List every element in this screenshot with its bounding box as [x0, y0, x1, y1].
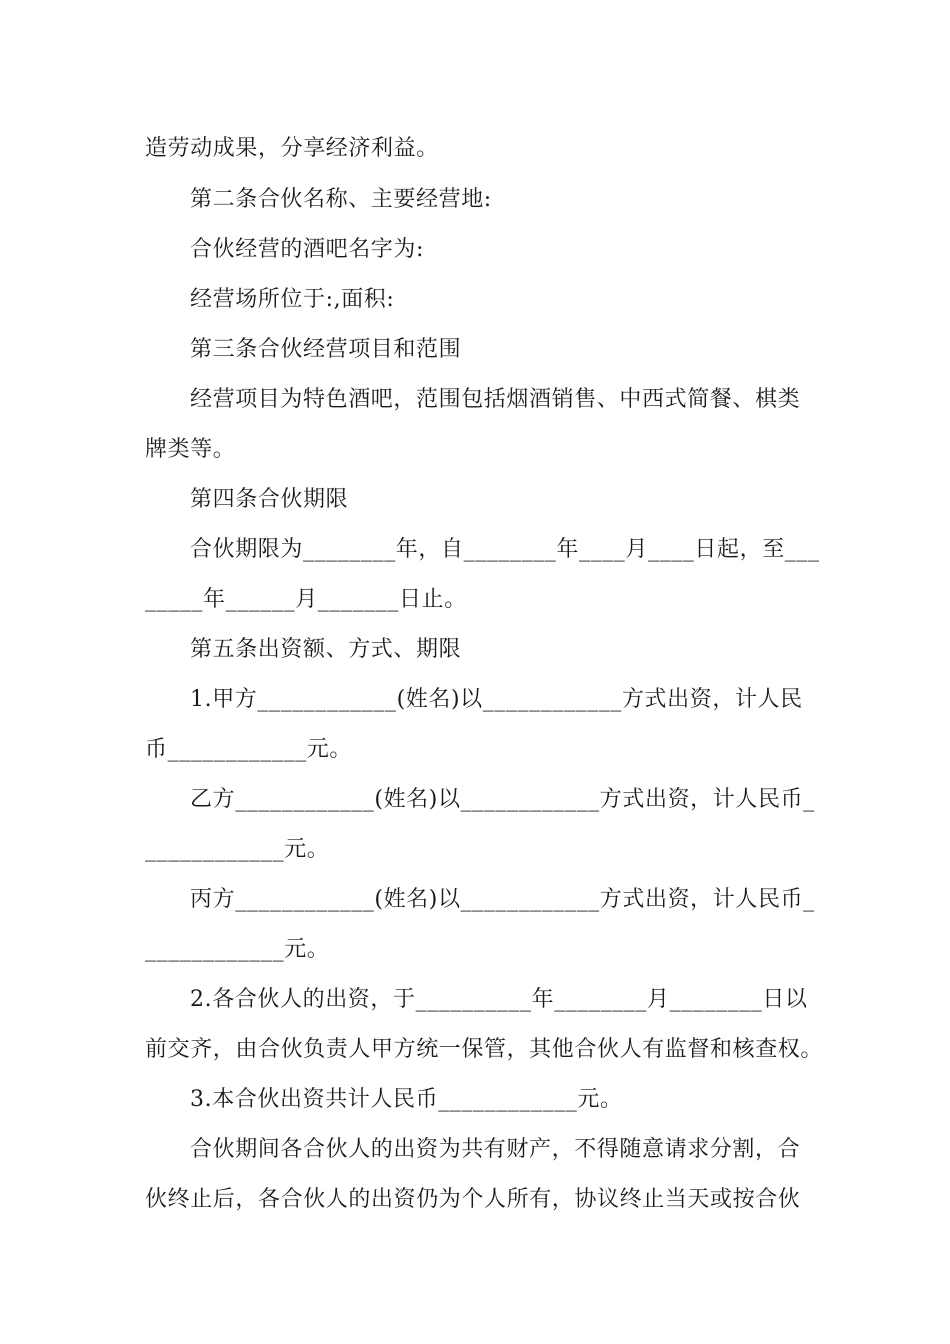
body-text-line: 1.甲方____________(姓名)以____________方式出资，计人民: [190, 687, 803, 712]
body-text-line: 合伙经营的酒吧名字为:: [190, 237, 425, 262]
article-heading-3: 第三条合伙经营项目和范围: [190, 337, 462, 362]
body-text-line: 经营项目为特色酒吧，范围包括烟酒销售、中西式简餐、棋类: [190, 387, 801, 412]
body-text-line: 丙方____________(姓名)以____________方式出资，计人民币_: [190, 887, 815, 912]
body-text-line: 币____________元。: [145, 737, 353, 762]
body-text-line: 伙终止后，各合伙人的出资仍为个人所有，协议终止当天或按合伙: [145, 1187, 801, 1212]
body-text-line: 合伙期限为________年，自________年____月____日起，至___: [190, 537, 820, 562]
body-text-line: 合伙期间各合伙人的出资为共有财产，不得随意请求分割，合: [190, 1137, 801, 1162]
body-text-line: 乙方____________(姓名)以____________方式出资，计人民币_: [190, 787, 815, 812]
body-text-line: ____________元。: [145, 837, 330, 862]
body-text-line: _____年______月_______日止。: [145, 587, 467, 612]
article-heading-2: 第二条合伙名称、主要经营地:: [190, 187, 492, 212]
body-text-line: ____________元。: [145, 937, 330, 962]
body-text-line: 3.本合伙出资共计人民币____________元。: [190, 1087, 623, 1112]
body-text-line: 2.各合伙人的出资，于__________年________月________日以: [190, 987, 808, 1012]
body-text-line: 前交齐，由合伙负责人甲方统一保管，其他合伙人有监督和核查权。: [145, 1037, 824, 1062]
article-heading-5: 第五条出资额、方式、期限: [190, 637, 462, 662]
body-text-line: 牌类等。: [145, 437, 236, 462]
body-text-line: 造劳动成果，分享经济利益。: [145, 136, 439, 161]
article-heading-4: 第四条合伙期限: [190, 487, 349, 512]
body-text-line: 经营场所位于:,面积:: [190, 287, 395, 312]
